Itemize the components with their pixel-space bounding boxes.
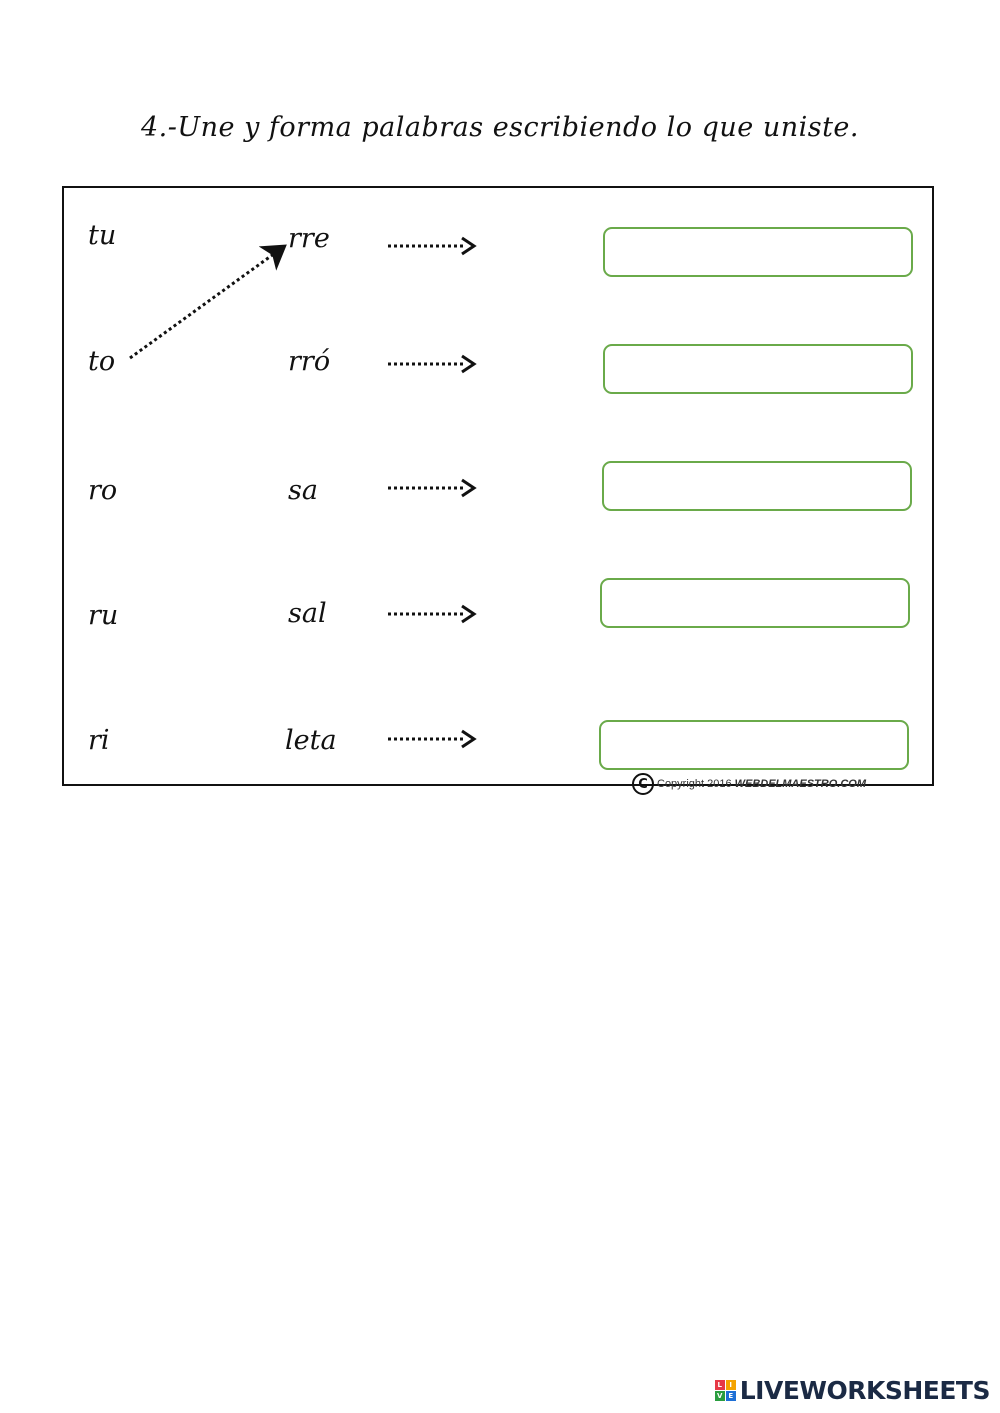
- right-syllable-3[interactable]: sa: [288, 475, 318, 506]
- dotted-arrow-icon: [386, 353, 478, 375]
- right-syllable-4[interactable]: sal: [288, 598, 327, 629]
- exercise-title: 4.-Une y forma palabras escribiendo lo que uniste.: [141, 112, 859, 143]
- left-syllable-2[interactable]: to: [88, 346, 116, 377]
- right-syllable-1[interactable]: rre: [288, 223, 330, 254]
- liveworksheets-logo: [715, 1376, 990, 1405]
- answer-field-4[interactable]: [600, 578, 910, 628]
- dotted-arrow-icon: [386, 728, 478, 750]
- copyright-notice: [632, 771, 866, 797]
- dotted-arrow-icon: [386, 235, 478, 257]
- copyright-site: WEBDELMAESTRO.COM: [734, 778, 866, 790]
- right-syllable-5[interactable]: leta: [285, 725, 337, 756]
- dotted-arrow-icon: [386, 477, 478, 499]
- liveworksheets-logo-icon: L I V E: [715, 1380, 736, 1401]
- left-syllable-4[interactable]: ru: [88, 600, 119, 631]
- copyright-text: Copyright 2016: [657, 778, 732, 790]
- right-syllable-2[interactable]: rró: [288, 346, 331, 377]
- left-syllable-5[interactable]: ri: [88, 725, 110, 756]
- left-syllable-1[interactable]: tu: [88, 220, 117, 251]
- answer-field-5[interactable]: [599, 720, 909, 770]
- answer-field-3[interactable]: [602, 461, 912, 511]
- answer-field-2[interactable]: [603, 344, 913, 394]
- liveworksheets-logo-text: LIVEWORKSHEETS: [739, 1376, 990, 1405]
- answer-field-1[interactable]: [603, 227, 913, 277]
- copyright-icon: C: [632, 773, 654, 795]
- dotted-arrow-icon: [386, 603, 478, 625]
- left-syllable-3[interactable]: ro: [88, 475, 118, 506]
